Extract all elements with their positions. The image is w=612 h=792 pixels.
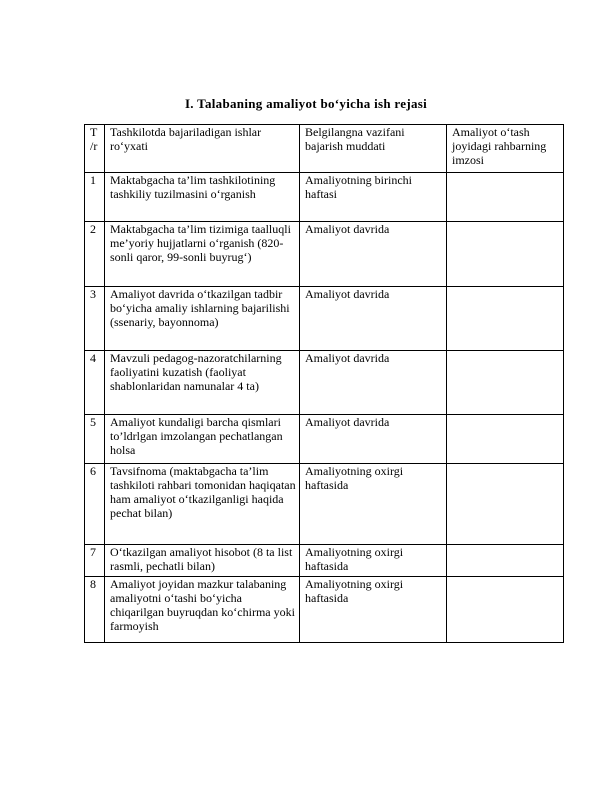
- row-deadline: Amaliyot davrida: [300, 222, 447, 287]
- row-num: 8: [85, 577, 105, 643]
- row-num: 3: [85, 287, 105, 351]
- row-num: 7: [85, 545, 105, 577]
- row-num: 2: [85, 222, 105, 287]
- row-task: Amaliyot joyidan mazkur talabaning amaliyotni o‘tashi bo‘yicha chiqarilgan buyruqdan ko‘chirma yoki farmoyish: [105, 577, 300, 643]
- row-task: Amaliyot kundaligi barcha qismlari to’ldrlgan imzolangan pechatlangan holsa: [105, 415, 300, 464]
- table-row: [85, 577, 564, 643]
- row-signature: [447, 222, 564, 287]
- header-num: T /r: [85, 125, 105, 173]
- row-deadline: Amaliyotning oxirgi haftasida: [300, 545, 447, 577]
- row-signature: [447, 545, 564, 577]
- row-deadline: Amaliyotning birinchi haftasi: [300, 173, 447, 222]
- row-task: Amaliyot davrida o‘tkazilgan tadbir bo‘yicha amaliy ishlarning bajarilishi (ssenariy, bayonnoma): [105, 287, 300, 351]
- work-plan-table: [84, 124, 564, 643]
- row-deadline: Amaliyotning oxirgi haftasida: [300, 464, 447, 545]
- row-signature: [447, 351, 564, 415]
- table-row: [85, 222, 564, 287]
- row-task: Maktabgacha ta’lim tashkilotining tashkiliy tuzilmasini o‘rganish: [105, 173, 300, 222]
- table-row: [85, 287, 564, 351]
- row-num: 4: [85, 351, 105, 415]
- page-title: I. Talabaning amaliyot bo‘yicha ish rejasi: [184, 96, 428, 111]
- row-deadline: Amaliyot davrida: [300, 351, 447, 415]
- table-row: [85, 173, 564, 222]
- row-num: 1: [85, 173, 105, 222]
- row-signature: [447, 287, 564, 351]
- row-task: Mavzuli pedagog-nazoratchilarning faoliyatini kuzatish (faoliyat shablonlaridan namunalar 4 ta): [105, 351, 300, 415]
- row-task: O‘tkazilgan amaliyot hisobot (8 ta list rasmli, pechatli bilan): [105, 545, 300, 577]
- row-signature: [447, 415, 564, 464]
- row-num: 5: [85, 415, 105, 464]
- row-num: 6: [85, 464, 105, 545]
- row-signature: [447, 173, 564, 222]
- row-signature: [447, 577, 564, 643]
- row-task: Tavsifnoma (maktabgacha ta’lim tashkiloti rahbari tomonidan haqiqatan ham amaliyot o‘tkazilganligi haqida pechat bilan): [105, 464, 300, 545]
- table-row: [85, 464, 564, 545]
- row-task: Maktabgacha ta’lim tizimiga taalluqli me’yoriy hujjatlarni o‘rganish (820-sonli qaror, 99-sonli buyrug‘): [105, 222, 300, 287]
- row-deadline: Amaliyotning oxirgi haftasida: [300, 577, 447, 643]
- header-signature: Amaliyot o‘tash joyidagi rahbarning imzosi: [447, 125, 564, 173]
- row-deadline: Amaliyot davrida: [300, 287, 447, 351]
- row-signature: [447, 464, 564, 545]
- table-header-row: [85, 125, 564, 173]
- table-row: [85, 351, 564, 415]
- header-deadline: Belgilangna vazifani bajarish muddati: [300, 125, 447, 173]
- table-row: [85, 415, 564, 464]
- table-row: [85, 545, 564, 577]
- row-deadline: Amaliyot davrida: [300, 415, 447, 464]
- header-task: Tashkilotda bajariladigan ishlar ro‘yxati: [105, 125, 300, 173]
